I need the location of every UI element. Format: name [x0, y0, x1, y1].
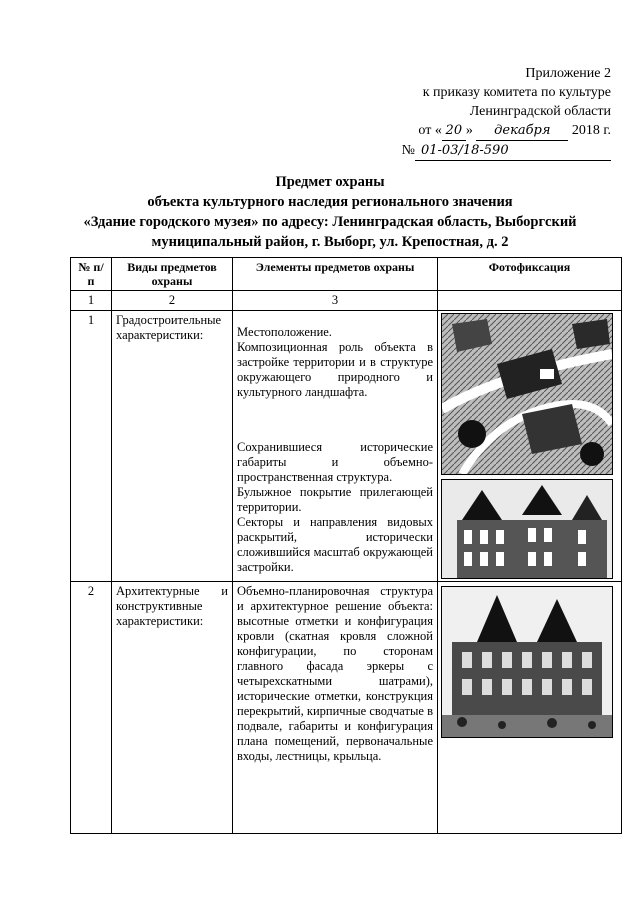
header-elements: Элементы предметов охраны	[233, 258, 438, 291]
number-line	[401, 141, 611, 161]
table-row	[71, 582, 622, 834]
date-line	[406, 121, 611, 141]
date-day: 20	[442, 121, 466, 141]
row-1-location: Местоположение.	[237, 325, 332, 339]
table-row	[71, 311, 622, 582]
row-1-views: Секторы и направления видовых раскрытий, исторически сложившийся масштаб окружающей застройки.	[237, 515, 433, 574]
row-2-elements: Объемно-планировочная структура и архитектурное решение объекта: высотные отметки и конфигурация кровли (скатная кровля сложной конфигурации, по сторонам главного фасада эркеры с четырехскатными шатрами), исторические отметки, конструкция перекрытий, кирпичные сводчатые в подвале, габариты и конфигурация плана помещений, первоначальные входы, лестницы, крыльца.	[233, 582, 438, 834]
title-line-2: объекта культурного наследия регионального значения	[147, 194, 513, 210]
number-prefix: №	[401, 143, 415, 158]
row-1-composition: Композиционная роль объекта в застройке территории и в структуре окружающего природного и культурного ландшафта.	[237, 340, 433, 399]
date-year: 2018 г.	[571, 123, 611, 138]
row-2-type: Архитектурные и конструктивные характеристики:	[112, 582, 233, 834]
header-type: Виды предметов охраны	[112, 258, 233, 291]
region-label: Ленинградской области	[469, 104, 611, 119]
row-1-type: Градостроительные характеристики:	[112, 311, 233, 582]
table-header-row	[71, 258, 622, 291]
table-index-row	[71, 291, 622, 311]
row-1-elements	[233, 311, 438, 582]
index-2: 2	[112, 291, 233, 311]
index-1: 1	[71, 291, 112, 311]
index-4	[438, 291, 622, 311]
row-1-paving: Булыжное покрытие прилегающей территории.	[237, 485, 433, 514]
building-photo-1	[441, 479, 613, 579]
number-value: 01-03/18-590	[415, 141, 611, 161]
header-num: № п/п	[71, 258, 112, 291]
header-photo: Фотофиксация	[438, 258, 622, 291]
row-2-photos	[438, 582, 622, 834]
index-3: 3	[233, 291, 438, 311]
date-prefix: от «	[418, 123, 442, 138]
date-month: декабря	[476, 121, 568, 141]
document-header	[401, 64, 611, 161]
row-2-num: 2	[71, 582, 112, 834]
title-line-4: муниципальный район, г. Выборг, ул. Крепостная, д. 2	[151, 234, 509, 250]
order-label: к приказу комитета по культуре	[422, 85, 611, 100]
document-title	[40, 172, 620, 252]
title-line-1: Предмет охраны	[275, 174, 385, 190]
protection-table	[70, 257, 622, 834]
row-1-num: 1	[71, 311, 112, 582]
date-mid: »	[465, 123, 473, 138]
aerial-map-image	[441, 313, 613, 475]
row-1-photos	[438, 311, 622, 582]
building-photo-2	[441, 586, 613, 738]
row-1-dimensions: Сохранившиеся исторические габариты и объемно-пространственная структура.	[237, 440, 433, 484]
title-line-3: «Здание городского музея» по адресу: Ленинградская область, Выборгский	[83, 214, 577, 230]
appendix-label: Приложение 2	[525, 66, 611, 81]
